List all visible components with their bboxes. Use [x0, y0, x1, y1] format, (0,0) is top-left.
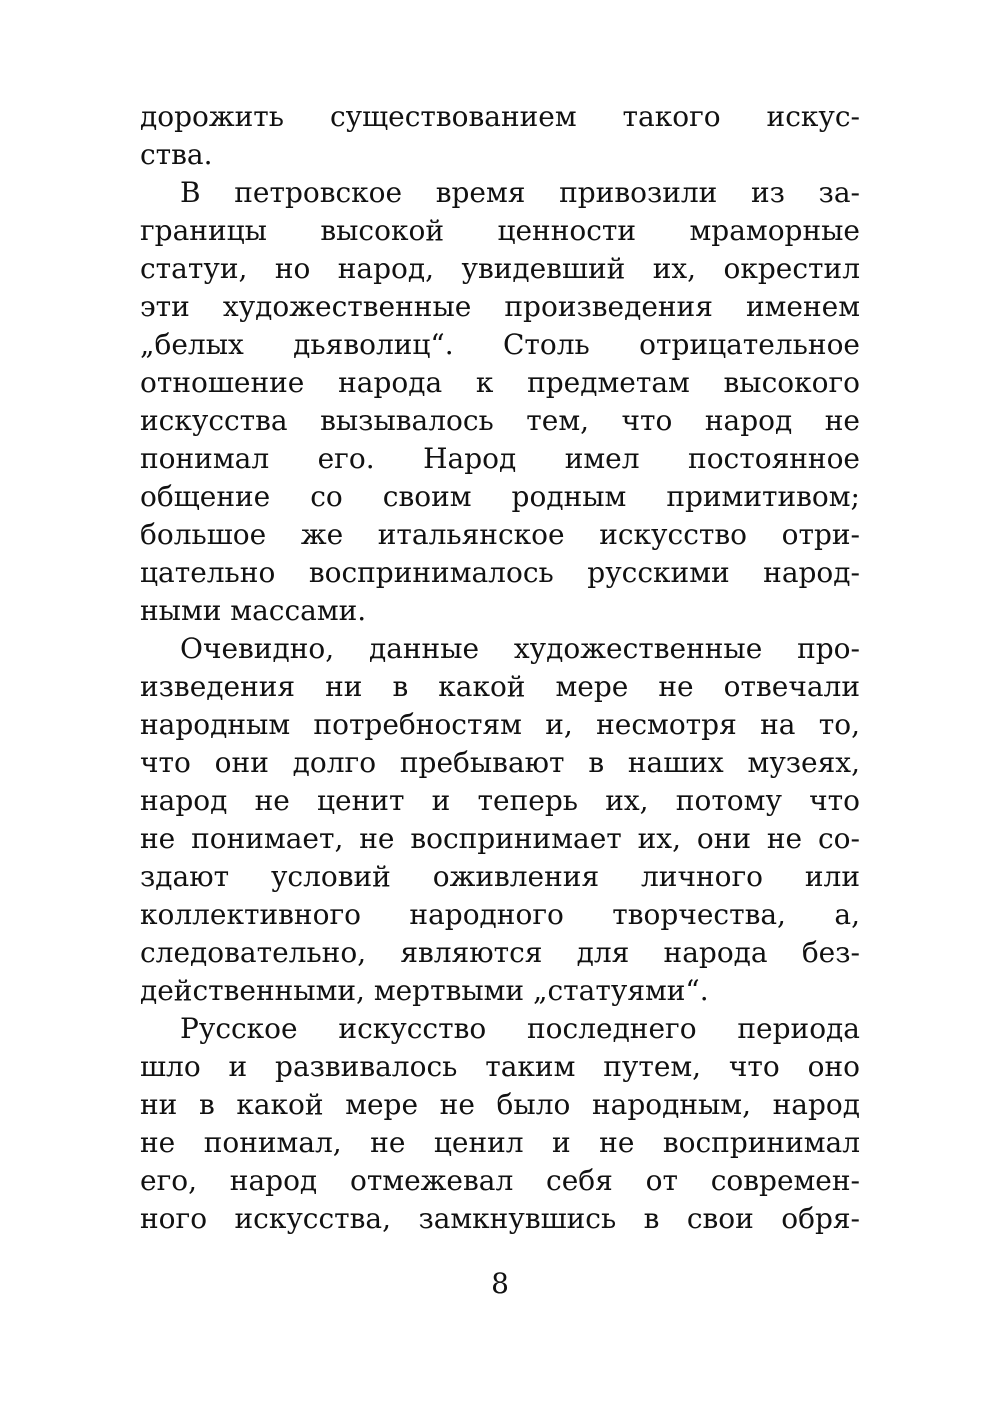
- text-line: эти художественные произведения именем: [140, 290, 860, 323]
- text-line: дорожить существованием такого искус-: [140, 100, 860, 133]
- text-line: цательно воспринималось русскими народ-: [140, 556, 860, 589]
- body-text: [140, 98, 860, 1238]
- text-line: большое же итальянское искусство отри-: [140, 518, 860, 551]
- text-line: здают условий оживления личного или: [140, 860, 860, 893]
- text-line: народным потребностям и, несмотря на то,: [140, 708, 860, 741]
- text-line: народ не ценит и теперь их, потому что: [140, 784, 860, 817]
- text-line: отношение народа к предметам высокого: [140, 366, 860, 399]
- text-line: его, народ отмежевал себя от современ-: [140, 1164, 860, 1197]
- text-line: изведения ни в какой мере не отвечали: [140, 670, 860, 703]
- text-line: границы высокой ценности мраморные: [140, 214, 860, 247]
- text-line: общение со своим родным примитивом;: [140, 480, 860, 513]
- text-line: Очевидно, данные художественные про-: [180, 632, 860, 665]
- text-line: искусства вызывалось тем, что народ не: [140, 404, 860, 437]
- text-line: статуи, но народ, увидевший их, окрестил: [140, 252, 860, 285]
- text-line: коллективного народного творчества, а,: [140, 898, 860, 931]
- text-line: „белых дьяволиц“. Столь отрицательное: [140, 328, 860, 361]
- text-line: действенными, мертвыми „статуями“.: [140, 974, 709, 1007]
- text-line: что они долго пребывают в наших музеях,: [140, 746, 860, 779]
- text-line: ства.: [140, 138, 213, 171]
- page-number: 8: [491, 1267, 509, 1300]
- text-line: не понимает, не воспринимает их, они не со-: [140, 822, 860, 855]
- text-line: не понимал, не ценил и не воспринимал: [140, 1126, 860, 1159]
- text-line: ного искусства, замкнувшись в свои обря-: [140, 1202, 860, 1235]
- text-line: шло и развивалось таким путем, что оно: [140, 1050, 860, 1083]
- text-line: следовательно, являются для народа без-: [140, 936, 860, 969]
- text-line: понимал его. Народ имел постоянное: [140, 442, 860, 475]
- text-line: ни в какой мере не было народным, народ: [140, 1088, 860, 1121]
- text-line: В петровское время привозили из за-: [180, 176, 860, 209]
- text-line: Русское искусство последнего периода: [180, 1012, 860, 1045]
- text-line: ными массами.: [140, 594, 367, 627]
